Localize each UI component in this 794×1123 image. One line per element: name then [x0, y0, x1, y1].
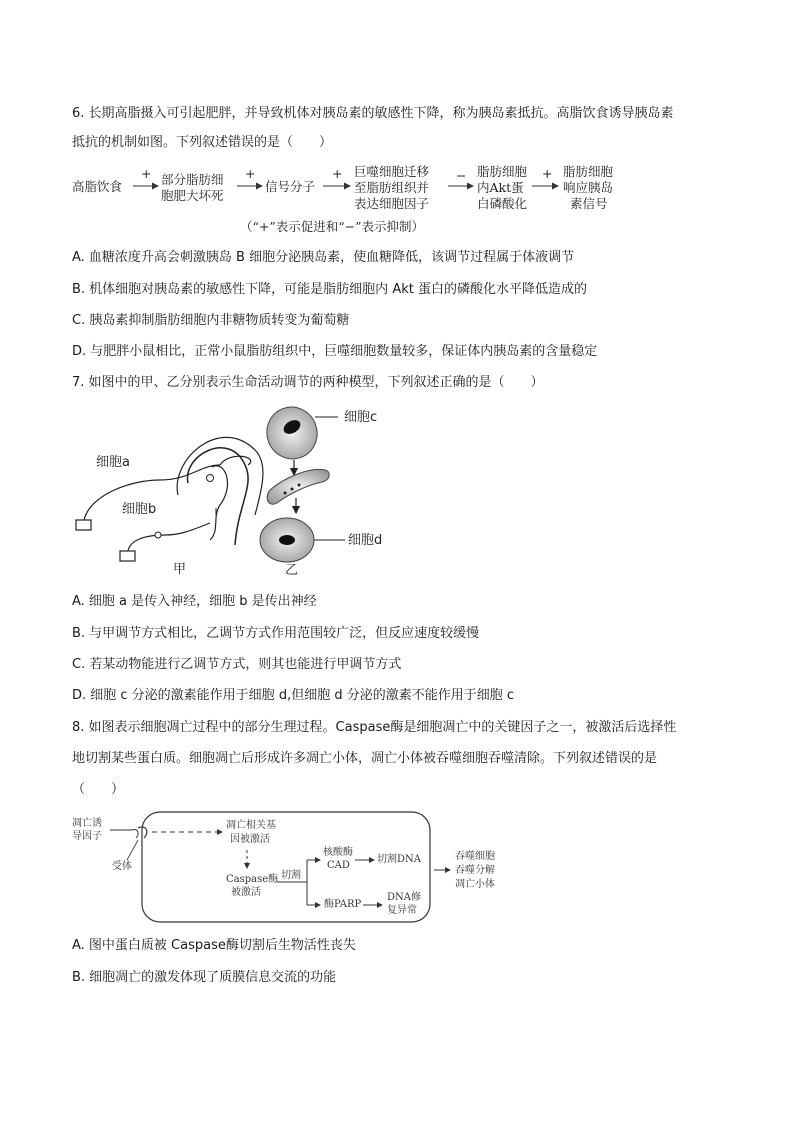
q8-stem-line2: 地切割某些蛋白质。细胞凋亡后形成许多凋亡小体，凋亡小体被吞噬细胞吞噬清除。下列叙述错误的是: [72, 751, 658, 766]
q7-option-a: A. 细胞 a 是传入神经，细胞 b 是传出神经: [72, 594, 317, 609]
label-phagocyte-2: 吞噬分解: [455, 865, 495, 876]
q8-stem-line3: （ ）: [72, 782, 125, 797]
q7-figure: [70, 405, 430, 580]
q6-stem-line1: 6. 长期高脂摄入可引起肥胖，并导致机体对胰岛素的敏感性下降，称为胰岛素抵抗。高脂饮食诱导胰岛素: [72, 106, 674, 121]
label-receptor: 受体: [112, 861, 132, 872]
q6-stem-line2: 抵抗的机制如图。下列叙述错误的是（ ）: [72, 135, 333, 150]
label-cell-d: 细胞d: [348, 533, 383, 548]
q6-option-b: B. 机体细胞对胰岛素的敏感性下降，可能是脂肪细胞内 Akt 蛋白的磷酸化水平降低造成的: [72, 282, 587, 297]
flow-node-high-fat-diet: 高脂饮食: [72, 179, 123, 194]
q6-option-d: D. 与肥胖小鼠相比，正常小鼠脂肪组织中，巨噬细胞数量较多，保证体内胰岛素的含量稳定: [72, 344, 598, 359]
q7-figure-drawing: [70, 405, 430, 580]
flow-sign-2: +: [245, 166, 256, 181]
flow-node-akt-3: 白磷酸化: [477, 196, 528, 211]
flow-node-macrophage-1: 巨噬细胞迁移: [354, 164, 430, 179]
label-phagocyte-1: 吞噬细胞: [455, 851, 495, 862]
label-caspase-2: 被激活: [231, 887, 261, 898]
flow-node-fat-cell-necrosis-1: 部分脂肪细: [161, 172, 224, 187]
q8-option-a: A. 图中蛋白质被 Caspase酶切割后生物活性丧失: [72, 938, 356, 953]
label-inducer-1: 凋亡诱: [72, 818, 102, 829]
flow-sign-4: −: [456, 168, 467, 183]
q7-option-d: D. 细胞 c 分泌的激素能作用于细胞 d,但细胞 d 分泌的激素不能作用于细胞 c: [72, 688, 515, 703]
label-dna-repair-1: DNA修: [387, 892, 421, 903]
flow-node-insulin-response-3: 素信号: [570, 196, 608, 211]
label-cell-b: 细胞b: [122, 502, 157, 517]
label-cut: 切割: [281, 870, 301, 881]
flow-node-fat-cell-necrosis-2: 胞肥大坏死: [161, 188, 224, 203]
q6-option-c: C. 胰岛素抑制脂肪细胞内非糖物质转变为葡萄糖: [72, 313, 350, 328]
label-cell-c: 细胞c: [344, 410, 378, 425]
cell-c: [260, 405, 325, 466]
label-jia: 甲: [173, 562, 187, 577]
q8-stem-line1: 8. 如图表示细胞凋亡过程中的部分生理过程。Caspase酶是细胞凋亡中的关键因子之一，被激活后选择性: [72, 720, 677, 735]
flow-sign-3: +: [332, 166, 343, 181]
flow-legend-note: （“+”表示促进和“−”表示抑制）: [240, 219, 425, 234]
label-nuclease-2: CAD: [327, 860, 350, 871]
flow-node-insulin-response-1: 脂肪细胞: [563, 164, 614, 179]
label-yi: 乙: [285, 563, 299, 578]
flow-node-macrophage-3: 表达细胞因子: [354, 196, 430, 211]
label-dna-repair-2: 复异常: [387, 905, 417, 916]
receptor-a: [76, 520, 91, 530]
label-phagocyte-3: 凋亡小体: [455, 879, 495, 890]
q8-figure: [72, 810, 532, 925]
label-parp: 酶PARP: [324, 899, 362, 910]
label-gene-activated-1: 凋亡相关基: [226, 820, 276, 831]
label-cut-dna: 切割DNA: [377, 854, 421, 865]
q7-option-b: B. 与甲调节方式相比，乙调节方式作用范围较广泛，但反应速度较缓慢: [72, 626, 480, 641]
q6-option-a: A. 血糖浓度升高会刺激胰岛 B 细胞分泌胰岛素，使血糖降低，该调节过程属于体液调节: [72, 250, 575, 265]
label-caspase-1: Caspase酶: [226, 874, 279, 885]
receptor-b: [120, 551, 135, 561]
q8-option-b: B. 细胞凋亡的激发体现了质膜信息交流的功能: [72, 970, 337, 985]
flow-node-macrophage-2: 至脂肪组织并: [354, 180, 430, 195]
label-gene-activated-2: 因被激活: [230, 834, 270, 845]
flow-node-signal-molecule: 信号分子: [265, 179, 316, 194]
label-inducer-2: 导因子: [72, 831, 102, 842]
label-cell-a: 细胞a: [96, 455, 130, 470]
flow-sign-5: +: [542, 166, 553, 181]
flow-node-akt-2: 内Akt蛋: [477, 180, 524, 195]
q7-option-c: C. 若某动物能进行乙调节方式，则其也能进行甲调节方式: [72, 657, 402, 672]
flow-node-insulin-response-2: 响应胰岛: [563, 180, 614, 195]
q6-flow-diagram: [70, 163, 670, 238]
q7-stem: 7. 如图中的甲、乙分别表示生命活动调节的两种模型，下列叙述正确的是（ ）: [72, 375, 544, 390]
blood-vessel: [267, 469, 329, 504]
flow-node-akt-1: 脂肪细胞: [477, 164, 528, 179]
flow-sign-1: +: [141, 166, 152, 181]
label-nuclease-1: 核酸酶: [323, 847, 353, 858]
